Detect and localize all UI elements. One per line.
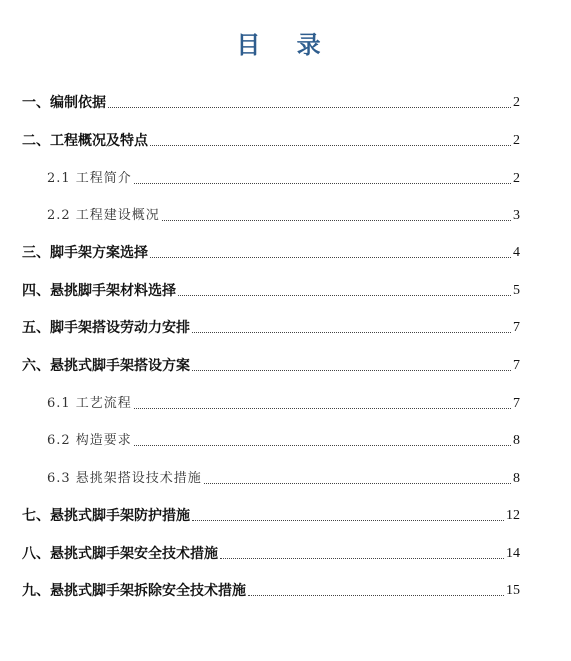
- toc-entry[interactable]: [47, 391, 520, 413]
- dot-leader: [134, 408, 511, 409]
- toc-page-number: 8: [513, 433, 520, 448]
- toc-entry[interactable]: [22, 578, 520, 600]
- toc-entry-label: 2.1 工程简介: [47, 171, 132, 186]
- toc-page-number: 2: [513, 171, 520, 186]
- toc-entry-label: 三、脚手架方案选择: [22, 245, 148, 261]
- toc-page-number: 15: [506, 583, 520, 598]
- toc-page-number: 14: [506, 546, 520, 561]
- toc-entry-label: 2.2 工程建设概况: [47, 208, 160, 223]
- dot-leader: [192, 370, 511, 371]
- toc-entry[interactable]: [22, 315, 520, 337]
- dot-leader: [108, 107, 511, 108]
- dot-leader: [192, 332, 511, 333]
- toc-entry[interactable]: [22, 503, 520, 525]
- toc-entry-label: 一、编制依据: [22, 95, 106, 111]
- toc-page-number: 7: [513, 320, 520, 335]
- toc-entry[interactable]: [47, 166, 520, 188]
- toc-page-number: 2: [513, 95, 520, 110]
- toc-entry[interactable]: [22, 541, 520, 563]
- toc-entry[interactable]: [22, 128, 520, 150]
- dot-leader: [204, 483, 511, 484]
- toc-entry-label: 五、脚手架搭设劳动力安排: [22, 320, 190, 336]
- toc-entry-label: 6.1 工艺流程: [47, 396, 132, 411]
- toc-entry-label: 6.2 构造要求: [47, 433, 132, 448]
- toc-entry-label: 七、悬挑式脚手架防护措施: [22, 508, 190, 524]
- dot-leader: [150, 257, 511, 258]
- toc-entry-label: 六、悬挑式脚手架搭设方案: [22, 358, 190, 374]
- toc-page-number: 12: [506, 508, 520, 523]
- dot-leader: [220, 558, 504, 559]
- dot-leader: [134, 445, 511, 446]
- toc-page-number: 7: [513, 358, 520, 373]
- toc-entry[interactable]: [22, 353, 520, 375]
- toc-entry[interactable]: [22, 278, 520, 300]
- dot-leader: [192, 520, 504, 521]
- toc-page-number: 4: [513, 245, 520, 260]
- toc-entry-label: 八、悬挑式脚手架安全技术措施: [22, 546, 218, 562]
- toc-entry[interactable]: [22, 240, 520, 262]
- toc-entry-label: 四、悬挑脚手架材料选择: [22, 283, 176, 299]
- toc-entry-label: 二、工程概况及特点: [22, 133, 148, 149]
- toc-entry[interactable]: [47, 203, 520, 225]
- dot-leader: [162, 220, 511, 221]
- dot-leader: [150, 145, 511, 146]
- toc-entry[interactable]: [47, 428, 520, 450]
- toc-page-number: 3: [513, 208, 520, 223]
- dot-leader: [178, 295, 511, 296]
- toc-page-number: 8: [513, 471, 520, 486]
- toc-entry-label: 6.3 悬挑架搭设技术措施: [47, 471, 202, 486]
- dot-leader: [134, 183, 511, 184]
- toc-entry-label: 九、悬挑式脚手架拆除安全技术措施: [22, 583, 246, 599]
- toc-page-number: 5: [513, 283, 520, 298]
- toc-entry[interactable]: [47, 466, 520, 488]
- toc-page-number: 2: [513, 133, 520, 148]
- toc-page-number: 7: [513, 396, 520, 411]
- dot-leader: [248, 595, 504, 596]
- toc-entry[interactable]: [22, 90, 520, 112]
- page-title: 目 录: [236, 30, 335, 59]
